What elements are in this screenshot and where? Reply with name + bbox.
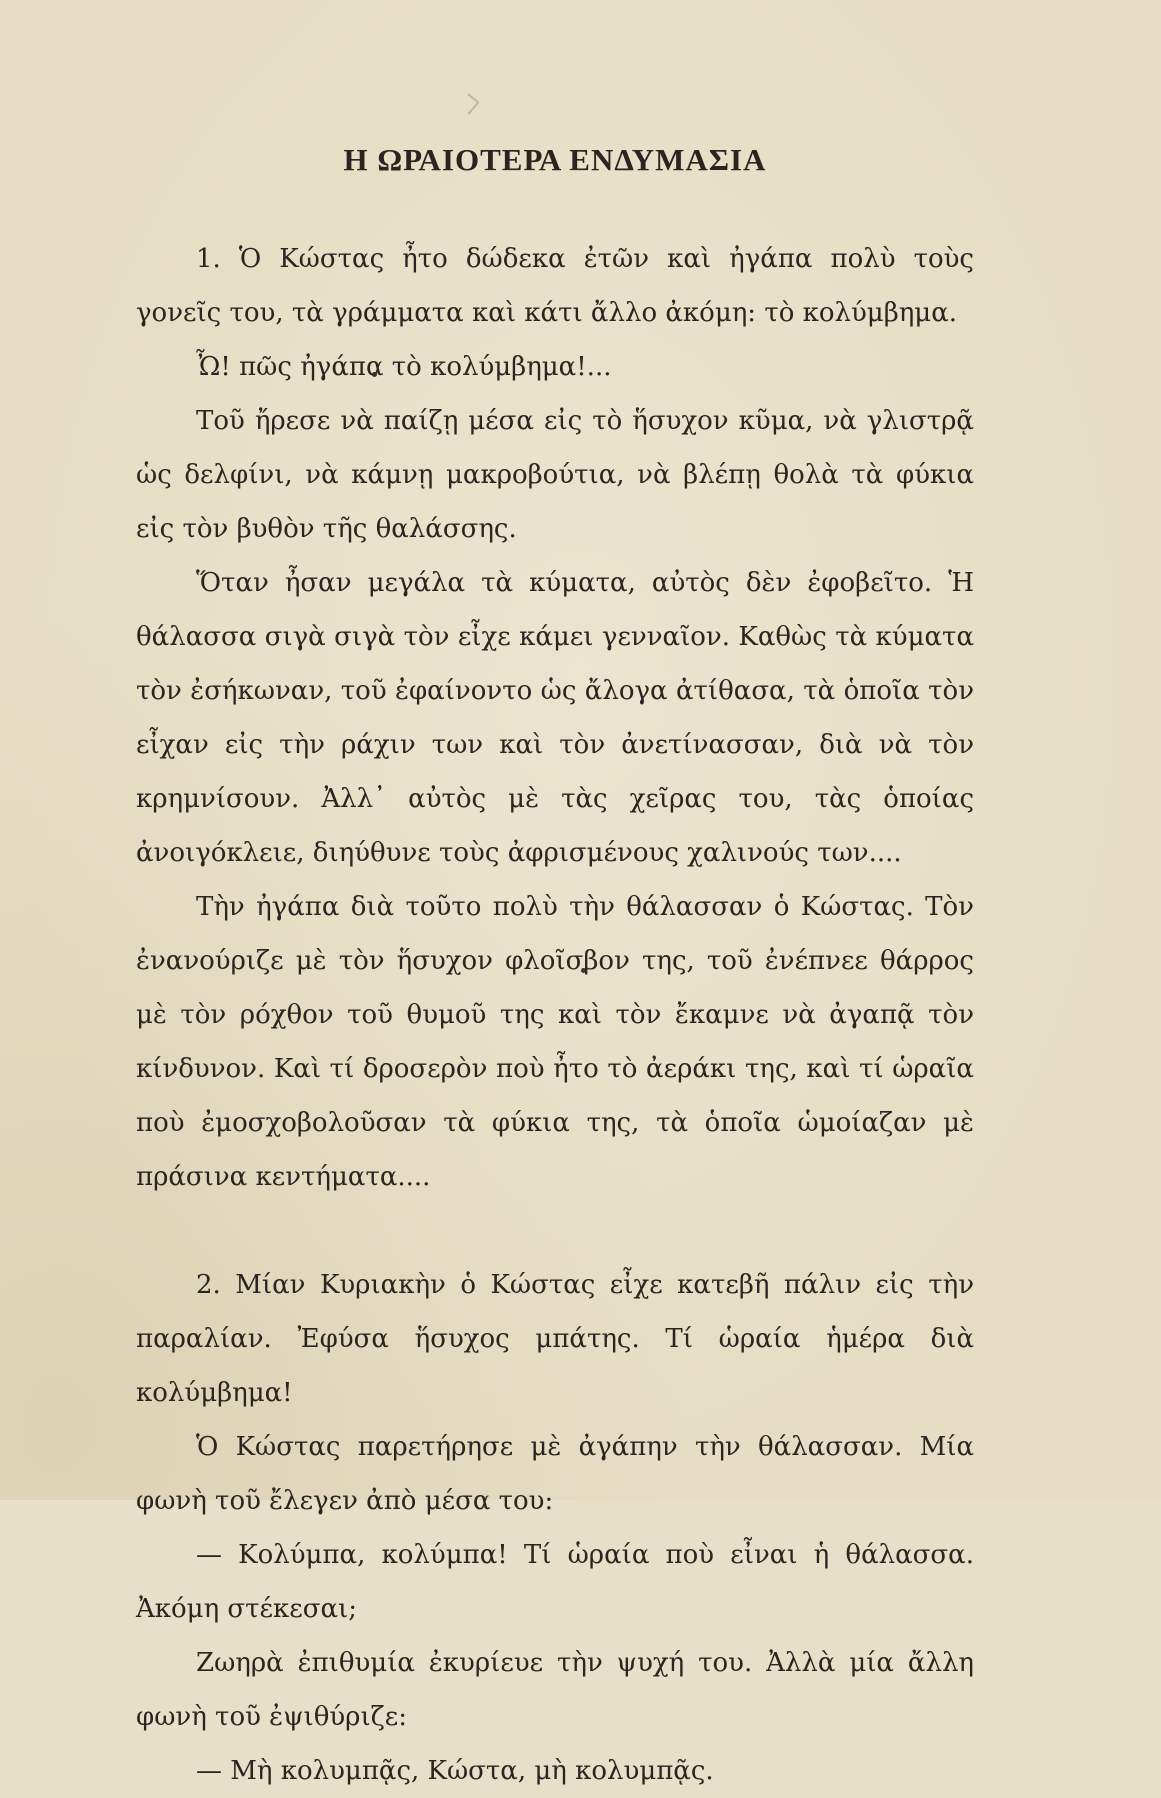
paragraph: 2. Μίαν Κυριακὴν ὁ Κώστας εἶχε κατεβῆ πάλιν εἰς τὴν παραλίαν. Ἐφύσα ἥσυχος μπάτης. Τί ὡραία ἡμέρα διὰ κολύμβημα! xyxy=(136,1270,974,1408)
paragraph: Ὁ Κώστας παρετήρησε μὲ ἀγάπην τὴν θάλασσαν. Μία φωνὴ τοῦ ἔλεγεν ἀπὸ μέσα του: xyxy=(136,1432,974,1516)
dialogue-line: — Μὴ κολυμπᾷς, Κώστα, μὴ κολυμπᾷς. xyxy=(196,1756,714,1786)
paragraph: Τοῦ ἤρεσε νὰ παίζῃ μέσα εἰς τὸ ἥσυχον κῦμα, νὰ γλιστρᾷ ὡς δελφίνι, νὰ κάμνῃ μακροβούτια, νὰ βλέπῃ θολὰ τὰ φύκια εἰς τὸν βυθὸν τῆς θαλάσσης. xyxy=(136,406,974,544)
paragraph: Τὴν ἠγάπα διὰ τοῦτο πολὺ τὴν θάλασσαν ὁ Κώστας. Τὸν ἐνανούριζε μὲ τὸν ἥσυχον φλοῖσβον της, τοῦ ἐνέπνεε θάρρος μὲ τὸν ρόχθον τοῦ θυμοῦ της καὶ τὸν ἔκαμνε νὰ ἀγαπᾷ τὸν κίνδυνον. Καὶ τί δροσερὸν ποὺ ἦτο τὸ ἀεράκι της, καὶ τί ὡραῖα ποὺ ἐμοσχοβολοῦσαν τὰ φύκια της, τὰ ὁποῖα ὡμοίαζαν μὲ πράσινα κεντήματα.... xyxy=(136,892,974,1192)
paragraph: Ὅταν ἦσαν μεγάλα τὰ κύματα, αὐτὸς δὲν ἐφοβεῖτο. Ἡ θάλασσα σιγὰ σιγὰ τὸν εἶχε κάμει γενναῖον. Καθὼς τὰ κύματα τὸν ἐσήκωναν, τοῦ ἐφαίνοντο ὡς ἄλογα ἀτίθασα, τὰ ὁποῖα τὸν εἶχαν εἰς τὴν ράχιν των καὶ τὸν ἀνετίνασσαν, διὰ νὰ τὸν κρημνίσουν. Ἀλλ᾽ αὐτὸς μὲ τὰς χεῖρας του, τὰς ὁποίας ἀνοιγόκλειε, διηύθυνε τοὺς ἀφρισμένους χαλινούς των.... xyxy=(136,568,974,868)
paragraph: Ζωηρὰ ἐπιθυμία ἐκυρίευε τὴν ψυχή του. Ἀλλὰ μία ἄλλη φωνὴ τοῦ ἐψιθύριζε: xyxy=(136,1648,974,1732)
section-divider xyxy=(136,1204,974,1258)
page-text xyxy=(136,140,974,1798)
chapter-title: Η ΩΡΑΙΟΤΕΡΑ ΕΝΔΥΜΑΣΙΑ xyxy=(343,142,767,177)
paragraph: 1. Ὁ Κώστας ἦτο δώδεκα ἐτῶν καὶ ἠγάπα πολὺ τοὺς γονεῖς του, τὰ γράμματα καὶ κάτι ἄλλο ἀκόμη: τὸ κολύμβημα. xyxy=(136,244,974,328)
paragraph: Ὦ! πῶς ἠγάπα τὸ κολύμβημα!... xyxy=(196,352,612,382)
page-blemish xyxy=(458,93,479,114)
dialogue-line: — Κολύμπα, κολύμπα! Τί ὡραία ποὺ εἶναι ἡ θάλασσα. Ἀκόμη στέκεσαι; xyxy=(136,1540,974,1624)
